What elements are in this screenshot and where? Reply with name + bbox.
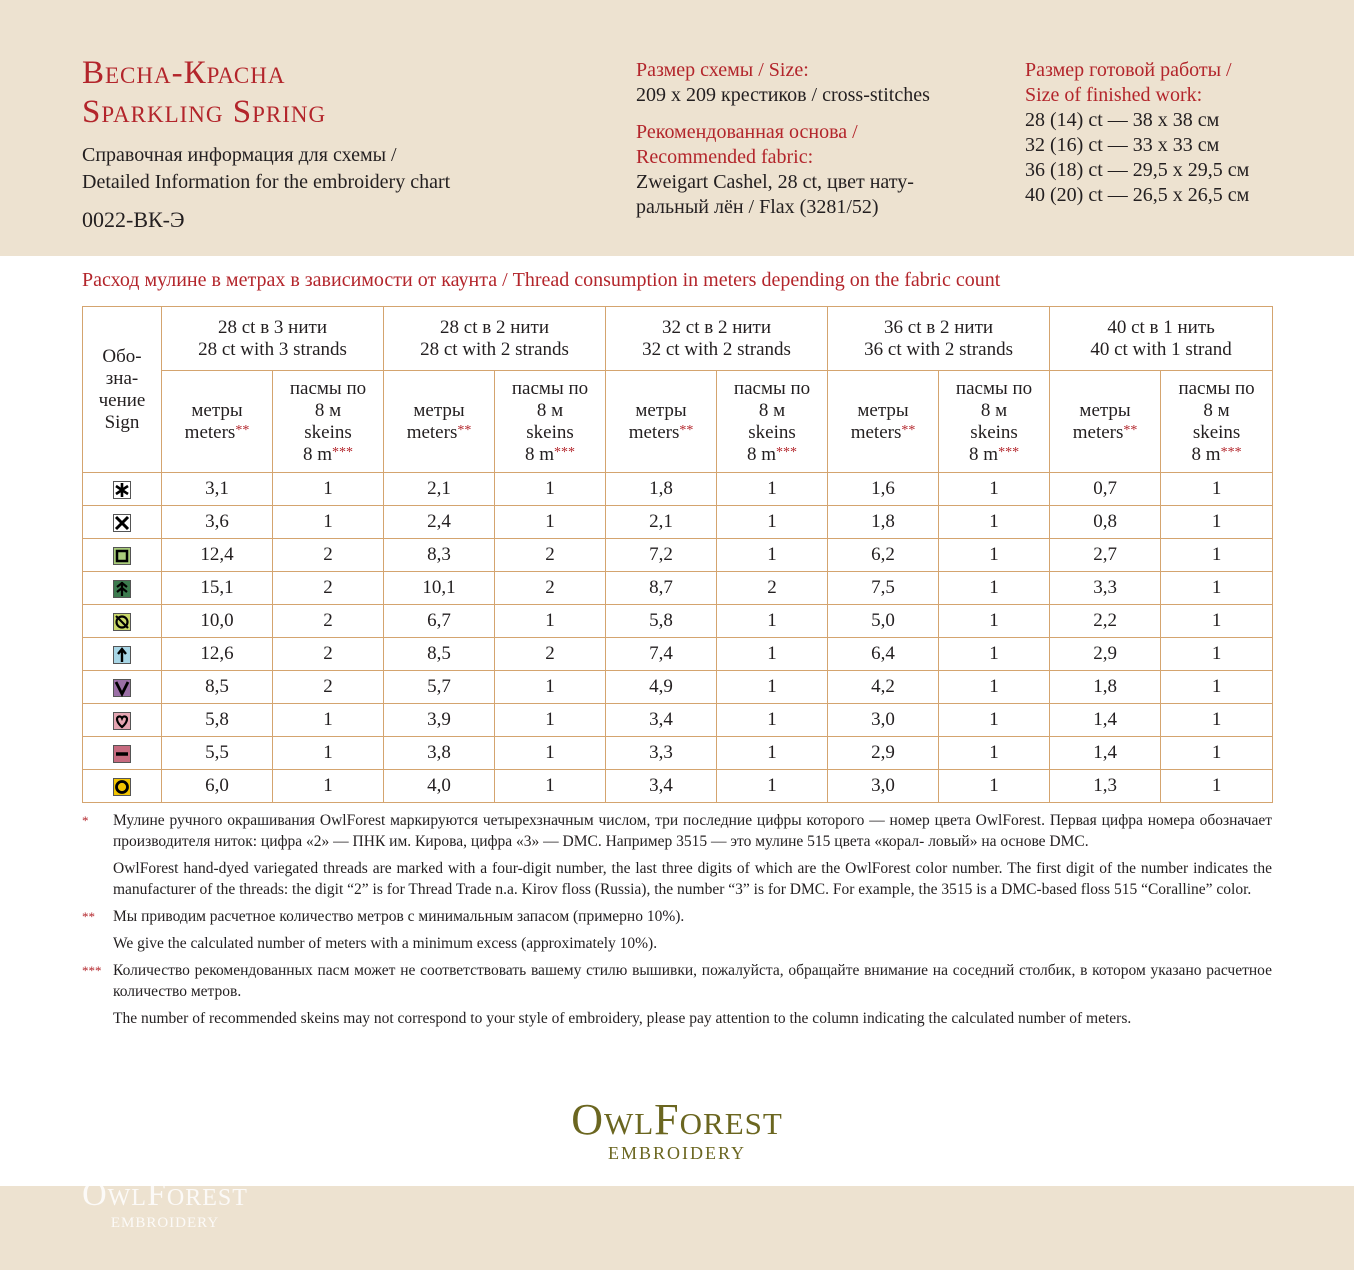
- group-header-ru: 28 ct в 2 нити: [440, 316, 550, 338]
- skeins-cell: 1: [939, 572, 1050, 605]
- meters-cell: 1,8: [606, 473, 717, 506]
- table-row: [83, 770, 1273, 803]
- asterisk-symbol-icon: [113, 478, 131, 499]
- footnote-mark: ***: [776, 444, 798, 460]
- skeins-cell: 1: [939, 737, 1050, 770]
- meters-cell: 3,1: [162, 473, 273, 506]
- square-symbol-icon: [113, 544, 131, 565]
- meters-cell: 6,4: [828, 638, 939, 671]
- meters-cell: 3,9: [384, 704, 495, 737]
- meters-header: [384, 371, 495, 473]
- sign-cell: [83, 638, 162, 671]
- meters-header: [162, 371, 273, 473]
- skeins-cell: 1: [1161, 473, 1273, 506]
- finished-size: 40 (20) ct — 26,5 x 26,5 см: [1025, 184, 1250, 206]
- footnote-mark: **: [679, 422, 694, 438]
- skeins-cell: 1: [273, 473, 384, 506]
- size-value: 209 x 209 крестиков / cross-stitches: [636, 84, 930, 106]
- table-row: [83, 539, 1273, 572]
- footnote-text: The number of recommended skeins may not correspond to your style of embroidery, please pay attention to the column indicating the calculated number of meters.: [113, 1010, 1132, 1027]
- skeins-header-en-text: 8 m: [747, 443, 777, 465]
- group-header-ru: 36 ct в 2 нити: [884, 316, 994, 338]
- sign-cell: [83, 473, 162, 506]
- meters-cell: 4,2: [828, 671, 939, 704]
- footnote-mark: ***: [554, 444, 576, 460]
- skeins-cell: 1: [939, 506, 1050, 539]
- meters-cell: 4,0: [384, 770, 495, 803]
- footnote-mark: ***: [1220, 444, 1242, 460]
- sign-header-line: Обо-: [102, 345, 142, 367]
- table-row: [83, 737, 1273, 770]
- skeins-header-ru: 8 м: [758, 399, 786, 421]
- meters-cell: 1,4: [1050, 704, 1161, 737]
- skeins-header: [939, 371, 1050, 473]
- group-header-en: 36 ct with 2 strands: [864, 338, 1013, 360]
- meters-cell: 12,6: [162, 638, 273, 671]
- meters-cell: 6,2: [828, 539, 939, 572]
- footnote-mark: **: [901, 422, 916, 438]
- skeins-cell: 1: [495, 704, 606, 737]
- skeins-cell: 2: [495, 572, 606, 605]
- meters-cell: 2,9: [1050, 638, 1161, 671]
- skeins-header-en: skeins: [970, 421, 1018, 443]
- skeins-cell: 1: [939, 605, 1050, 638]
- meters-header-en-text: meters: [1072, 421, 1124, 443]
- skeins-header-ru: 8 м: [1203, 399, 1230, 421]
- meters-cell: 1,8: [1050, 671, 1161, 704]
- owlforest-logo: [0, 1095, 1354, 1164]
- fabric-label-ru: Рекомендованная основа /: [636, 121, 858, 143]
- meters-cell: 1,4: [1050, 737, 1161, 770]
- skeins-header-ru: пасмы по: [955, 377, 1033, 399]
- skeins-header-en: [273, 444, 383, 466]
- chart-code: 0022-ВК-Э: [82, 207, 185, 232]
- footnote-text: Количество рекомендованных пасм может не соответствовать вашему стилю вышивки, пожалуйста, обращайте внимание на соседний столбик, в котором указано расчетное количество метров.: [113, 962, 1272, 1000]
- group-header: [162, 307, 384, 371]
- meters-cell: 3,0: [828, 770, 939, 803]
- footnote-mark: ***: [998, 444, 1020, 460]
- meters-header-en-text: meters: [184, 421, 236, 443]
- meters-cell: 2,1: [606, 506, 717, 539]
- meters-cell: 6,7: [384, 605, 495, 638]
- group-header-ru: 40 ct в 1 нить: [1107, 316, 1215, 338]
- meters-cell: 7,4: [606, 638, 717, 671]
- size-label: Размер схемы / Size:: [636, 59, 809, 81]
- meters-header-en: [606, 422, 716, 444]
- title-line-en: Sparkling Spring: [82, 94, 327, 130]
- finished-label-ru: Размер готовой работы /: [1025, 59, 1232, 81]
- watermark-logo: [40, 1175, 290, 1232]
- meters-cell: 2,1: [384, 473, 495, 506]
- meters-header-en: [162, 422, 272, 444]
- table-row: [83, 605, 1273, 638]
- skeins-header-en: skeins: [1192, 421, 1241, 443]
- meters-cell: 5,8: [162, 704, 273, 737]
- meters-cell: 10,0: [162, 605, 273, 638]
- skeins-cell: 1: [273, 506, 384, 539]
- skeins-cell: 1: [495, 605, 606, 638]
- skeins-cell: 2: [273, 572, 384, 605]
- table-row: [83, 572, 1273, 605]
- sign-cell: [83, 704, 162, 737]
- group-header: [828, 307, 1050, 371]
- table-row: [83, 704, 1273, 737]
- meters-header-en-text: meters: [850, 421, 902, 443]
- group-header-ru: 28 ct в 3 нити: [218, 316, 327, 338]
- meters-cell: 5,5: [162, 737, 273, 770]
- meters-cell: 3,0: [828, 704, 939, 737]
- footnote-ru: [82, 960, 1272, 1002]
- meters-cell: 3,4: [606, 770, 717, 803]
- skeins-cell: 1: [273, 737, 384, 770]
- skeins-cell: 2: [495, 638, 606, 671]
- watermark-name: OwlForest: [82, 1176, 248, 1213]
- watermark-tagline: EMBROIDERY: [110, 1215, 220, 1231]
- footnote-mark: **: [457, 422, 472, 438]
- skeins-cell: 1: [717, 737, 828, 770]
- footnote-ru: [82, 906, 1272, 927]
- skeins-header-ru: пасмы по: [289, 377, 367, 399]
- footnote-en: [82, 858, 1272, 900]
- meters-cell: 8,3: [384, 539, 495, 572]
- skeins-cell: 1: [939, 473, 1050, 506]
- circle-symbol-icon: [113, 775, 131, 796]
- subtitle-line-en: Detailed Information for the embroidery chart: [82, 171, 451, 193]
- skeins-cell: 1: [939, 671, 1050, 704]
- v-symbol-icon: [113, 676, 131, 697]
- fabric-label-en: Recommended fabric:: [636, 146, 814, 168]
- skeins-cell: 1: [495, 506, 606, 539]
- skeins-cell: 2: [273, 605, 384, 638]
- skeins-header-en-text: 8 m: [525, 443, 555, 465]
- meters-cell: 8,7: [606, 572, 717, 605]
- skeins-cell: 1: [1161, 605, 1273, 638]
- skeins-cell: 1: [273, 704, 384, 737]
- meters-cell: 5,7: [384, 671, 495, 704]
- group-header-en: 28 ct with 3 strands: [198, 338, 347, 360]
- footnote-mark: ***: [332, 444, 354, 460]
- table-row: [83, 638, 1273, 671]
- group-header-en: 40 ct with 1 strand: [1090, 338, 1232, 360]
- footnote-mark: **: [82, 909, 95, 924]
- skeins-cell: 1: [495, 671, 606, 704]
- group-header-en: 28 ct with 2 strands: [420, 338, 569, 360]
- skeins-header-en: [717, 444, 827, 466]
- skeins-header-en: [495, 444, 605, 466]
- finished-label-en: Size of finished work:: [1025, 84, 1203, 106]
- skeins-cell: 1: [717, 605, 828, 638]
- skeins-cell: 1: [717, 473, 828, 506]
- meters-cell: 1,6: [828, 473, 939, 506]
- skeins-cell: 1: [273, 770, 384, 803]
- sign-cell: [83, 506, 162, 539]
- footnote-mark: ***: [82, 963, 102, 978]
- skeins-cell: 1: [717, 671, 828, 704]
- fabric-value-1: Zweigart Cashel, 28 ct, цвет нату-: [636, 171, 914, 193]
- skeins-header-ru: пасмы по: [511, 377, 589, 399]
- sign-header-line: чение: [98, 389, 146, 411]
- footnote-text: Мулине ручного окрашивания OwlForest маркируются четырехзначным числом, три последние цифры которого — номер цвета OwlForest. Первая цифра номера обозначает производителя ниток: цифра «2» — ПНК им. Кирова, цифра «3» — DMC. Например 3515 — это мулине 515 цвета «корал- ловый» на основе DMC.: [113, 812, 1272, 850]
- meters-cell: 0,7: [1050, 473, 1161, 506]
- meters-cell: 5,0: [828, 605, 939, 638]
- meters-cell: 2,7: [1050, 539, 1161, 572]
- skeins-header-ru: пасмы по: [733, 377, 811, 399]
- skeins-header: [273, 371, 384, 473]
- meters-cell: 3,6: [162, 506, 273, 539]
- meters-cell: 8,5: [384, 638, 495, 671]
- skeins-cell: 1: [1161, 638, 1273, 671]
- table-row: [83, 671, 1273, 704]
- skeins-cell: 1: [495, 770, 606, 803]
- skeins-cell: 1: [1161, 506, 1273, 539]
- group-header: [384, 307, 606, 371]
- meters-cell: 7,2: [606, 539, 717, 572]
- skeins-cell: 1: [1161, 737, 1273, 770]
- skeins-cell: 1: [1161, 704, 1273, 737]
- footnote-ru: [82, 810, 1272, 852]
- meters-cell: 0,8: [1050, 506, 1161, 539]
- footnote-mark: **: [235, 422, 250, 438]
- skeins-cell: 2: [717, 572, 828, 605]
- group-header: [606, 307, 828, 371]
- group-header-ru: 32 ct в 2 нити: [662, 316, 772, 338]
- skeins-header: [717, 371, 828, 473]
- group-header: [1050, 307, 1273, 371]
- meters-cell: 6,0: [162, 770, 273, 803]
- consumption-title: Расход мулине в метрах в зависимости от каунта / Thread consumption in meters depending on the fabric count: [82, 269, 1001, 291]
- skeins-header-en-text: 8 m: [969, 443, 999, 465]
- group-header-en: 32 ct with 2 strands: [642, 338, 791, 360]
- skeins-cell: 1: [1161, 770, 1273, 803]
- meters-cell: 15,1: [162, 572, 273, 605]
- meters-cell: 3,4: [606, 704, 717, 737]
- meters-cell: 3,8: [384, 737, 495, 770]
- meters-cell: 10,1: [384, 572, 495, 605]
- meters-header-ru: метры: [635, 399, 687, 421]
- skeins-header-en: skeins: [748, 421, 796, 443]
- skeins-cell: 1: [939, 704, 1050, 737]
- dash-symbol-icon: [113, 742, 131, 763]
- skeins-cell: 2: [273, 638, 384, 671]
- meters-header-en: [1050, 422, 1160, 444]
- cross-symbol-icon: [113, 511, 131, 532]
- footnote-en: [82, 1008, 1272, 1029]
- sign-cell: [83, 671, 162, 704]
- skeins-header-ru: пасмы по: [1178, 377, 1255, 399]
- meters-header-ru: метры: [1079, 399, 1131, 421]
- skeins-cell: 2: [273, 539, 384, 572]
- skeins-cell: 1: [939, 770, 1050, 803]
- sign-cell: [83, 539, 162, 572]
- meters-header: [828, 371, 939, 473]
- skeins-header-ru: 8 м: [536, 399, 564, 421]
- skeins-cell: 1: [717, 770, 828, 803]
- footnote-en: [82, 933, 1272, 954]
- footnote-mark: **: [1123, 422, 1138, 438]
- footnotes: [82, 810, 1272, 1035]
- skeins-cell: 2: [495, 539, 606, 572]
- subtitle: [82, 142, 450, 196]
- fabric-value-2: ральный лён / Flax (3281/52): [636, 196, 879, 218]
- skeins-cell: 1: [939, 539, 1050, 572]
- meters-header-en: [384, 422, 494, 444]
- meters-header: [1050, 371, 1161, 473]
- skeins-cell: 1: [495, 737, 606, 770]
- footnote-mark: *: [82, 813, 89, 828]
- chart-title: [82, 54, 326, 132]
- skeins-header-en-text: 8 m: [1191, 443, 1221, 465]
- meters-cell: 4,9: [606, 671, 717, 704]
- meters-cell: 8,5: [162, 671, 273, 704]
- skeins-header-en: skeins: [526, 421, 574, 443]
- meters-cell: 1,3: [1050, 770, 1161, 803]
- meters-cell: 3,3: [1050, 572, 1161, 605]
- finished-size-info: [1025, 58, 1325, 208]
- logo-name: OwlForest: [571, 1095, 783, 1144]
- skeins-header-ru: 8 м: [314, 399, 342, 421]
- skeins-cell: 1: [1161, 671, 1273, 704]
- skeins-cell: 1: [717, 638, 828, 671]
- sign-header-line: Sign: [104, 411, 140, 433]
- footnote-text: We give the calculated number of meters with a minimum excess (approximately 10%).: [113, 935, 658, 952]
- title-line-ru: Весна-Красна: [82, 55, 286, 91]
- arrow-symbol-icon: [113, 643, 131, 664]
- meters-cell: 5,8: [606, 605, 717, 638]
- skeins-header-en: [1161, 444, 1272, 466]
- skeins-cell: 2: [273, 671, 384, 704]
- skeins-header-en: skeins: [304, 421, 352, 443]
- leaf-symbol-icon: [113, 610, 131, 631]
- skeins-cell: 1: [717, 506, 828, 539]
- heart-symbol-icon: [113, 709, 131, 730]
- meters-header-en-text: meters: [628, 421, 680, 443]
- table-row: [83, 473, 1273, 506]
- sign-header: [83, 307, 162, 473]
- subtitle-line-ru: Справочная информация для схемы /: [82, 144, 397, 166]
- meters-cell: 3,3: [606, 737, 717, 770]
- skeins-cell: 1: [1161, 539, 1273, 572]
- tree-symbol-icon: [113, 577, 131, 598]
- meters-header-ru: метры: [413, 399, 465, 421]
- meters-cell: 2,9: [828, 737, 939, 770]
- sign-cell: [83, 770, 162, 803]
- finished-size: 32 (16) ct — 33 x 33 см: [1025, 134, 1220, 156]
- skeins-header-en-text: 8 m: [302, 443, 333, 465]
- skeins-cell: 1: [495, 473, 606, 506]
- logo-tagline: EMBROIDERY: [607, 1143, 746, 1163]
- skeins-header-ru: 8 м: [980, 399, 1008, 421]
- thread-consumption-table: [82, 306, 1273, 803]
- finished-size: 28 (14) ct — 38 x 38 см: [1025, 109, 1220, 131]
- sign-cell: [83, 572, 162, 605]
- table-row: [83, 506, 1273, 539]
- sign-cell: [83, 605, 162, 638]
- skeins-header-en: [939, 444, 1049, 466]
- meters-header-en: [828, 422, 938, 444]
- meters-cell: 2,4: [384, 506, 495, 539]
- skeins-header: [495, 371, 606, 473]
- meters-cell: 7,5: [828, 572, 939, 605]
- chart-size-info: [636, 58, 986, 220]
- meters-header: [606, 371, 717, 473]
- sign-cell: [83, 737, 162, 770]
- meters-header-ru: метры: [191, 399, 243, 421]
- skeins-header: [1161, 371, 1273, 473]
- meters-cell: 2,2: [1050, 605, 1161, 638]
- finished-size: 36 (18) ct — 29,5 x 29,5 см: [1025, 159, 1250, 181]
- skeins-cell: 1: [939, 638, 1050, 671]
- meters-header-en-text: meters: [406, 421, 458, 443]
- skeins-cell: 1: [1161, 572, 1273, 605]
- sign-header-line: зна-: [105, 367, 139, 389]
- footnote-text: Мы приводим расчетное количество метров с минимальным запасом (примерно 10%).: [113, 908, 685, 925]
- footnote-text: OwlForest hand-dyed variegated threads are marked with a four-digit number, the last three digits of which are the OwlForest color number. The first digit of the number indicates the manufacturer of the threads: the digit “2” is for Thread Trade n.a. Kirov floss (Russia), the number “3” is for DMC. For example, the 3515 is a DMC-based floss 515 “Coralline” color.: [113, 860, 1272, 898]
- meters-header-ru: метры: [857, 399, 909, 421]
- meters-cell: 1,8: [828, 506, 939, 539]
- skeins-cell: 1: [717, 704, 828, 737]
- skeins-cell: 1: [717, 539, 828, 572]
- meters-cell: 12,4: [162, 539, 273, 572]
